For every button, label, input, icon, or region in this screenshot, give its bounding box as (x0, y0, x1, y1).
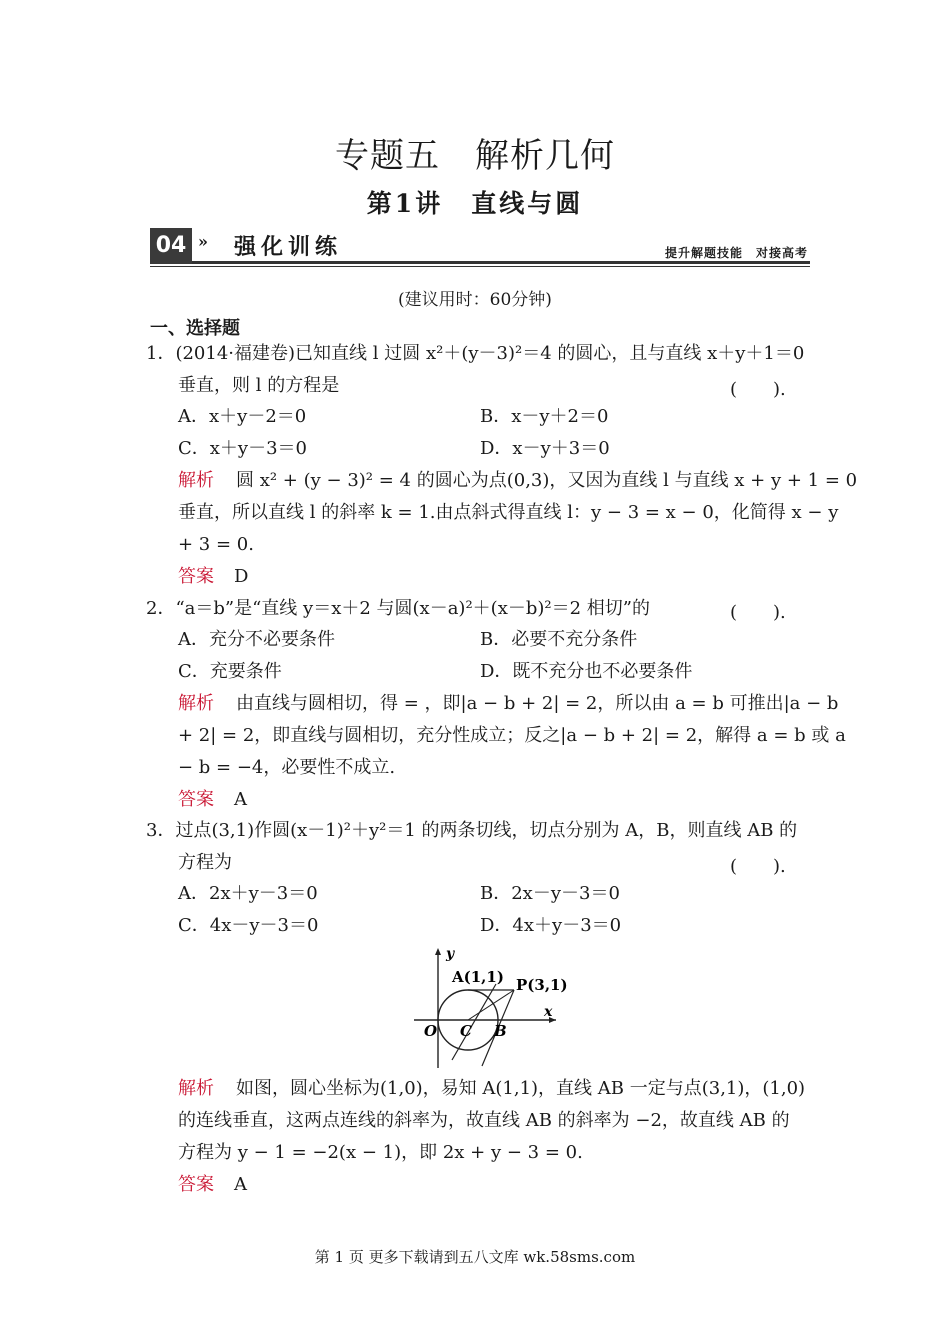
q1-answer-label: 答案 (178, 566, 214, 587)
q2-answer-blank: ( ). (730, 602, 786, 623)
q3-analysis-line2: 的连线垂直，这两点连线的斜率为，故直线 AB 的斜率为 −2，故直线 AB 的 (178, 1110, 790, 1131)
q1-analysis-label: 解析 (178, 470, 214, 491)
q1-answer: D (234, 566, 249, 587)
q2-option-b: B．必要不充分条件 (480, 629, 638, 650)
section-heading: 一、选择题 (150, 318, 240, 339)
q3-figure (410, 944, 568, 1070)
page-title: 专题五 解析几何 (335, 136, 615, 176)
q1-analysis-line2: 垂直，所以直线 l 的斜率 k = 1.由点斜式得直线 l：y − 3 = x − 0，化简得 x − y (178, 502, 839, 523)
page-footer: 第 1 页 更多下载请到五八文库 wk.58sms.com (314, 1248, 636, 1266)
q2-analysis-line1: 由直线与圆相切，得 = ，即|a − b + 2| = 2，所以由 a = b 可推出|a − b (236, 693, 839, 714)
q3-option-d: D．4x＋y－3＝0 (480, 915, 622, 936)
q1-analysis-line1: 圆 x² + (y − 3)² = 4 的圆心为点(0,3)，又因为直线 l 与直线 x + y + 1 = 0 (236, 470, 858, 491)
q3-answer: A (234, 1174, 247, 1195)
q3-option-b: B．2x－y－3＝0 (480, 883, 620, 904)
q1-option-d: D．x－y＋3＝0 (480, 438, 610, 459)
x-axis-label: x (544, 1004, 553, 1020)
q3-analysis-line3: 方程为 y − 1 = −2(x − 1)，即 2x + y − 3 = 0. (178, 1142, 583, 1163)
banner-label: 强化训练 (234, 235, 343, 260)
lesson-subtitle: 第1讲 直线与圆 (366, 189, 584, 218)
q2-option-d: D．既不充分也不必要条件 (480, 661, 693, 682)
q2-option-c: C．充要条件 (178, 661, 282, 682)
q2-stem-line1: 2．“a＝b”是“直线 y＝x＋2 与圆(x－a)²＋(x－b)²＝2 相切”的 (146, 598, 650, 619)
banner-arrows: » (198, 232, 208, 251)
banner-rule-thick (192, 261, 810, 264)
q2-analysis-line3: − b = −4，必要性不成立. (178, 757, 396, 778)
y-axis-arrow (435, 948, 441, 955)
label-point-a: A(1,1) (452, 968, 504, 986)
q1-analysis-line3: + 3 = 0. (178, 534, 254, 555)
q2-option-a: A．充分不必要条件 (178, 629, 335, 650)
time-hint: (建议用时：60分钟) (398, 290, 552, 310)
q2-analysis-line2: + 2| = 2，即直线与圆相切，充分性成立；反之|a − b + 2| = 2，解得 a = b 或 a (178, 725, 846, 746)
label-point-b: B (494, 1022, 507, 1040)
q3-stem-line2: 方程为 (178, 852, 232, 873)
banner-badge: 04 (150, 228, 192, 264)
label-origin: O (424, 1022, 438, 1040)
q1-option-a: A．x＋y－2＝0 (178, 406, 307, 427)
q3-analysis-line1: 如图，圆心坐标为(1,0)，易知 A(1,1)，直线 AB 一定与点(3,1)，(1,0) (236, 1078, 806, 1099)
label-point-p: P(3,1) (516, 976, 568, 994)
q1-stem-line2: 垂直，则 l 的方程是 (178, 375, 340, 396)
q3-answer-blank: ( ). (730, 856, 786, 877)
q3-stem-line1: 3．过点(3,1)作圆(x－1)²＋y²＝1 的两条切线，切点分别为 A，B，则直线 AB 的 (146, 820, 798, 841)
q1-stem-line1: 1．(2014·福建卷)已知直线 l 过圆 x²＋(y－3)²＝4 的圆心，且与直线 x＋y＋1＝0 (146, 343, 805, 364)
q3-analysis-label: 解析 (178, 1078, 214, 1099)
q2-analysis-label: 解析 (178, 693, 214, 714)
q3-option-a: A．2x＋y－3＝0 (178, 883, 318, 904)
section-banner (150, 228, 810, 266)
banner-tagline: 提升解题技能 对接高考 (664, 246, 808, 260)
q2-answer: A (234, 789, 247, 810)
banner-rule-thin (150, 266, 810, 267)
q1-option-c: C．x＋y－3＝0 (178, 438, 307, 459)
q1-answer-blank: ( ). (730, 379, 786, 400)
y-axis-label: y (446, 946, 455, 962)
q2-answer-label: 答案 (178, 789, 214, 810)
label-center: C (460, 1022, 472, 1040)
q3-figure-svg (410, 944, 568, 1070)
q1-option-b: B．x－y＋2＝0 (480, 406, 609, 427)
q3-option-c: C．4x－y－3＝0 (178, 915, 319, 936)
q3-answer-label: 答案 (178, 1174, 214, 1195)
